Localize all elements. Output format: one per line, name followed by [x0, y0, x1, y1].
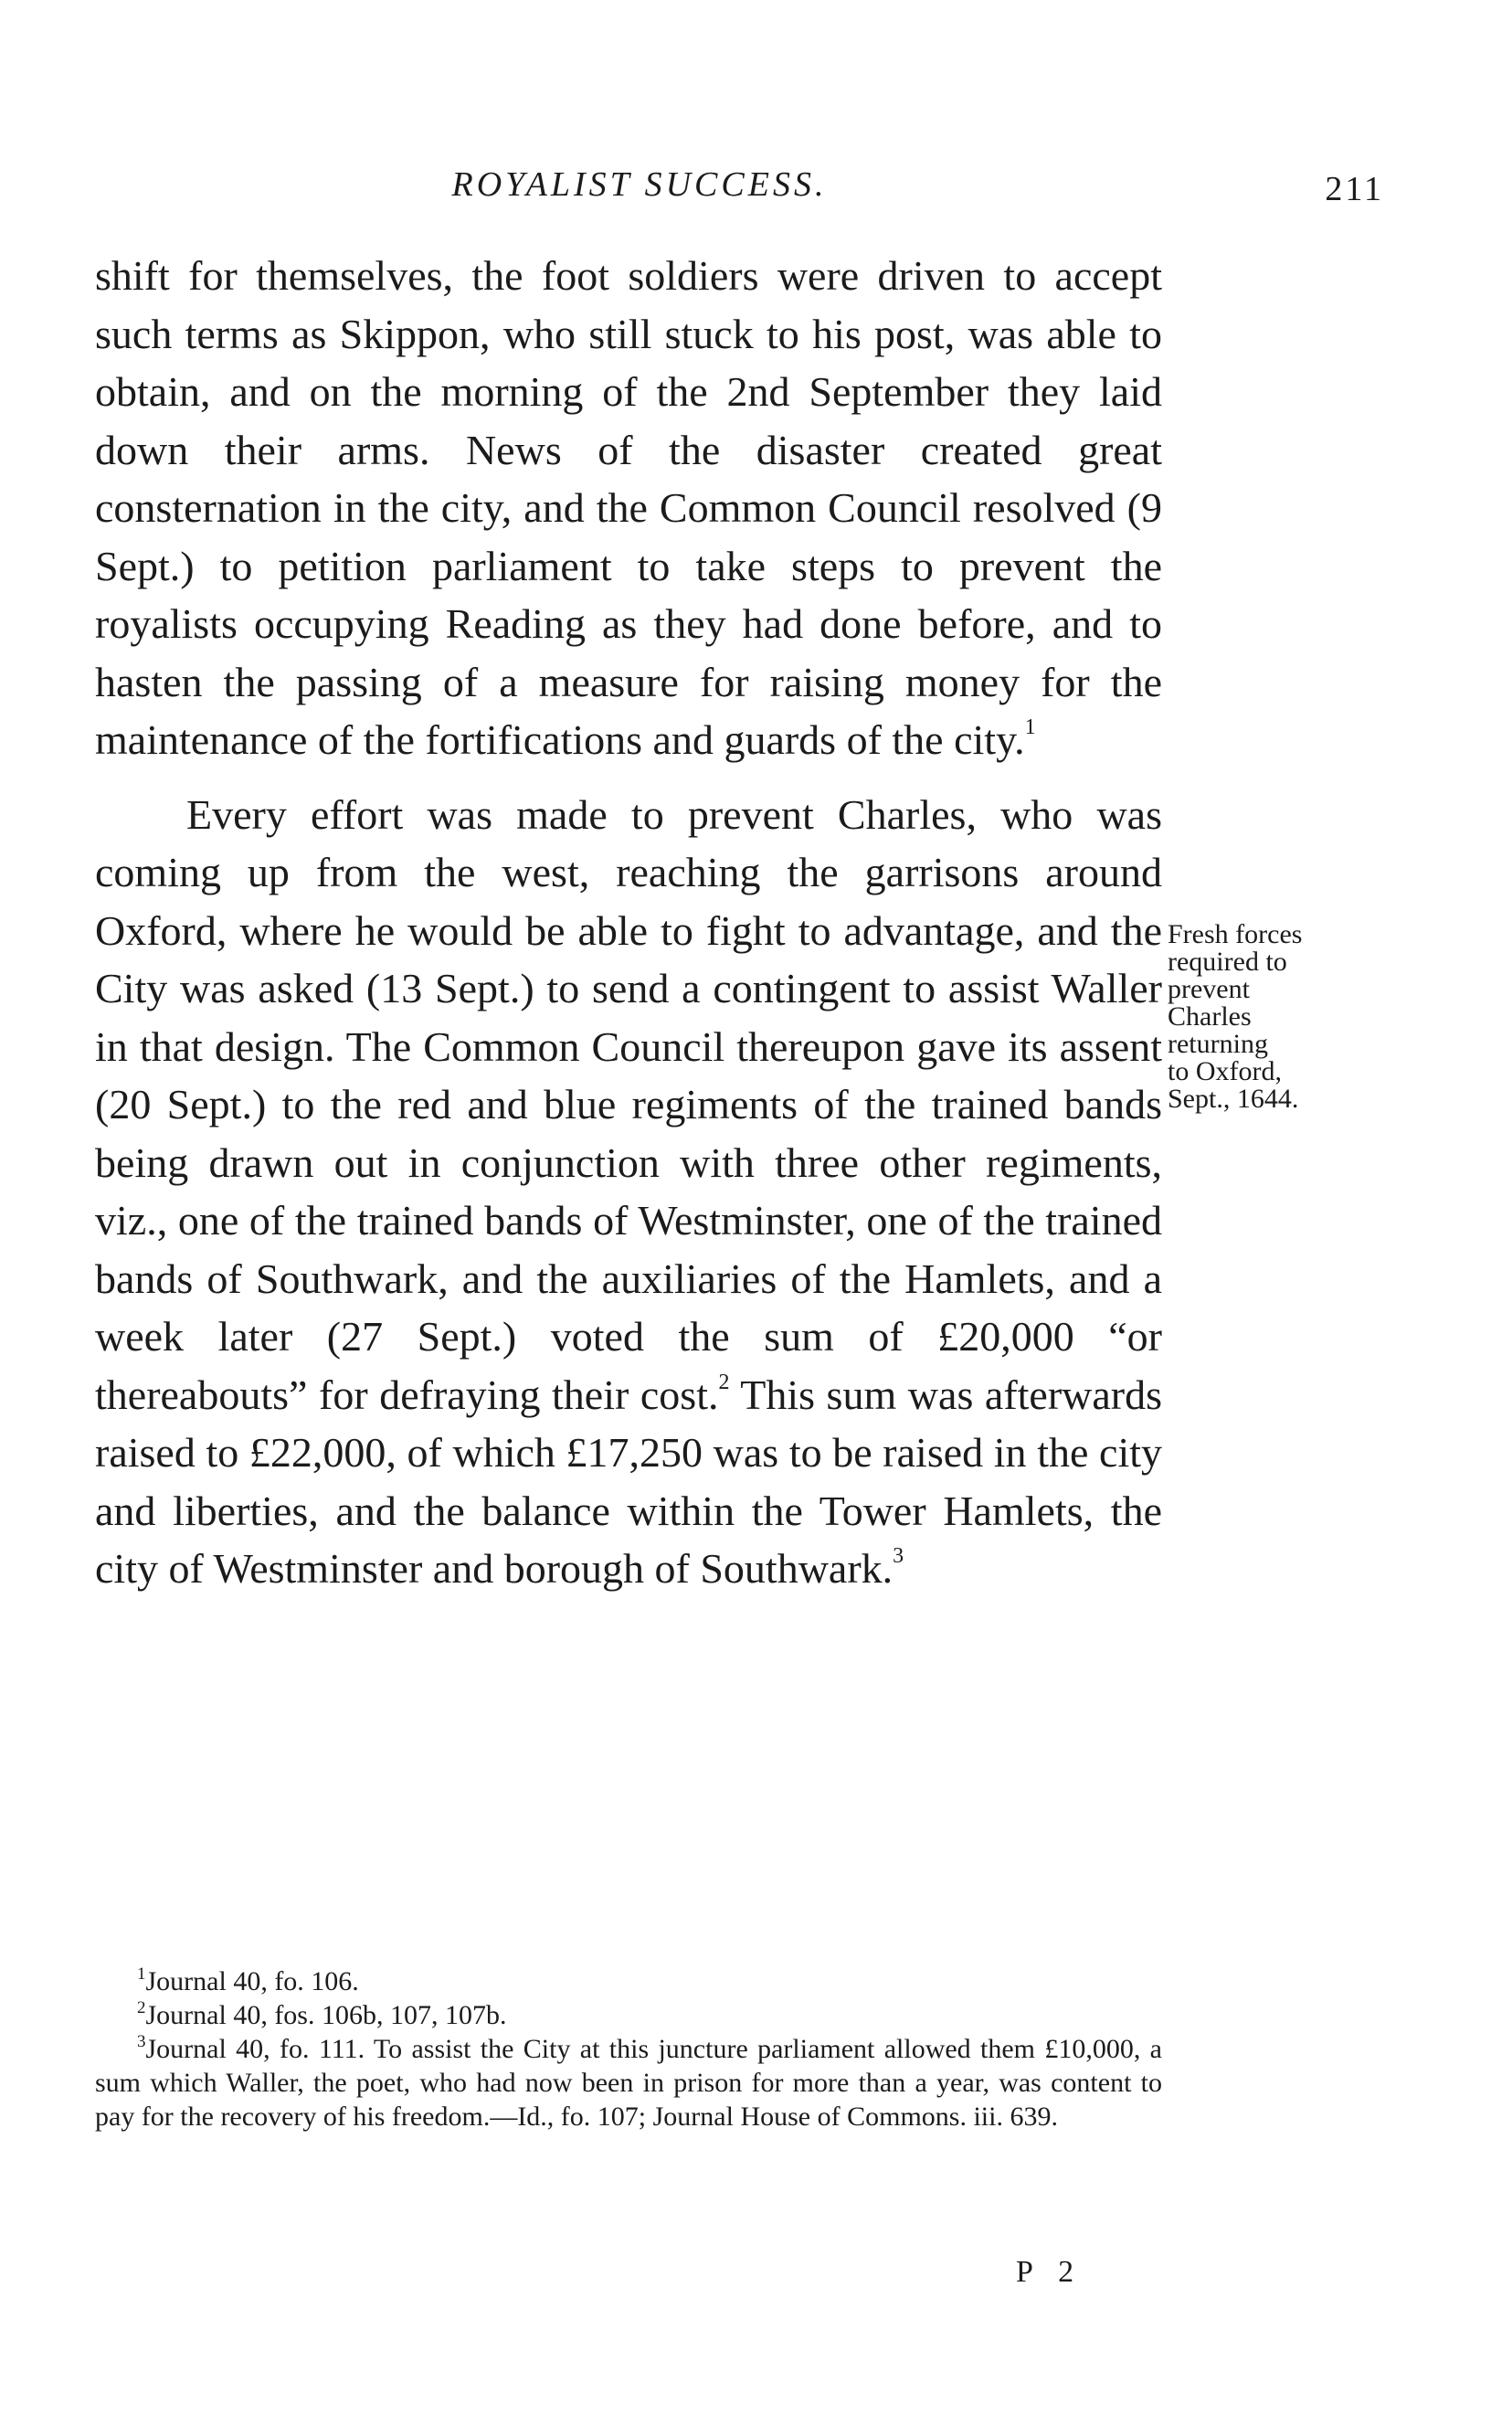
footnotes: [95, 1964, 1162, 2133]
margin-note-line: Sept., 1644.: [1168, 1084, 1299, 1114]
footnote-ref-1: 1: [1024, 715, 1036, 739]
paragraph-2-text-b: This sum was afterwards raised to £22,000, of which £17,250 was to be raised in the city and liberties, and the balance within the Tower Hamlets, the city of Westminster and borough of Southwark.: [95, 1371, 1163, 1592]
margin-note-line: required to: [1168, 947, 1287, 977]
footnote-mark: 2: [137, 1998, 146, 2017]
footnote-3: [95, 2032, 1162, 2133]
footnote-text: Journal 40, fos. 106b, 107, 107b.: [145, 2000, 507, 2030]
margin-note-line: returning: [1168, 1029, 1268, 1059]
margin-note-line: prevent: [1168, 974, 1250, 1004]
footnote-mark: 1: [137, 1964, 146, 1984]
paragraph-2-text-a: Every effort was made to prevent Charles, who was coming up from the west, reaching the garrisons around Oxford, where he would be able to fight to advantage, and the City was asked (13 Sept.) to send a contingent to assist Waller in that design. The Common Council thereupon gave its assent (20 Sept.) to the red and blue regiments of the trained bands being drawn out in conjunction with three other regiments, viz., one of the trained bands of Westminster, one of the trained bands of Southwark, and the auxiliaries of the Hamlets, and a week later (27 Sept.) voted the sum of £20,000 “or thereabouts” for defraying their cost.: [95, 790, 1162, 1418]
footnote-2: [95, 1998, 1162, 2032]
page-number: 211: [1325, 170, 1384, 208]
paragraph-2: [95, 786, 1162, 1598]
footnote-ref-2: 2: [718, 1370, 730, 1394]
margin-note-line: to Oxford,: [1168, 1056, 1282, 1086]
footnote-text: Journal 40, fo. 111. To assist the City at this juncture parliament allowed them £10,000, a sum which Waller, the poet, who had now been in prison for more than a year, was content to pay for the recovery of his freedom.—Id., fo. 107; Journal House of Commons. iii. 639.: [95, 2034, 1162, 2132]
paragraph-1: [95, 247, 1162, 769]
main-text: [95, 247, 1162, 1598]
margin-note-line: Charles: [1168, 1001, 1252, 1032]
running-title: ROYALIST SUCCESS.: [451, 165, 828, 204]
footnote-text: Journal 40, fo. 106.: [145, 1966, 359, 1996]
signature-mark: P 2: [1016, 2255, 1084, 2289]
margin-note: [1168, 921, 1378, 1113]
margin-note-line: Fresh forces: [1168, 919, 1303, 949]
footnote-ref-3: 3: [893, 1544, 904, 1568]
footnote-1: [95, 1964, 1162, 1998]
footnote-mark: 3: [137, 2032, 146, 2051]
paragraph-1-text: shift for themselves, the foot soldiers were driven to accept such terms as Skippon, who still stuck to his post, was able to obtain, and on the morning of the 2nd September they laid down their arms. News of the disaster created great consternation in the city, and the Common Council resolved (9 Sept.) to petition parliament to take steps to prevent the royalists occupying Reading as they had done before, and to hasten the passing of a measure for raising money for the maintenance of the fortifications and guards of the city.: [95, 252, 1162, 763]
